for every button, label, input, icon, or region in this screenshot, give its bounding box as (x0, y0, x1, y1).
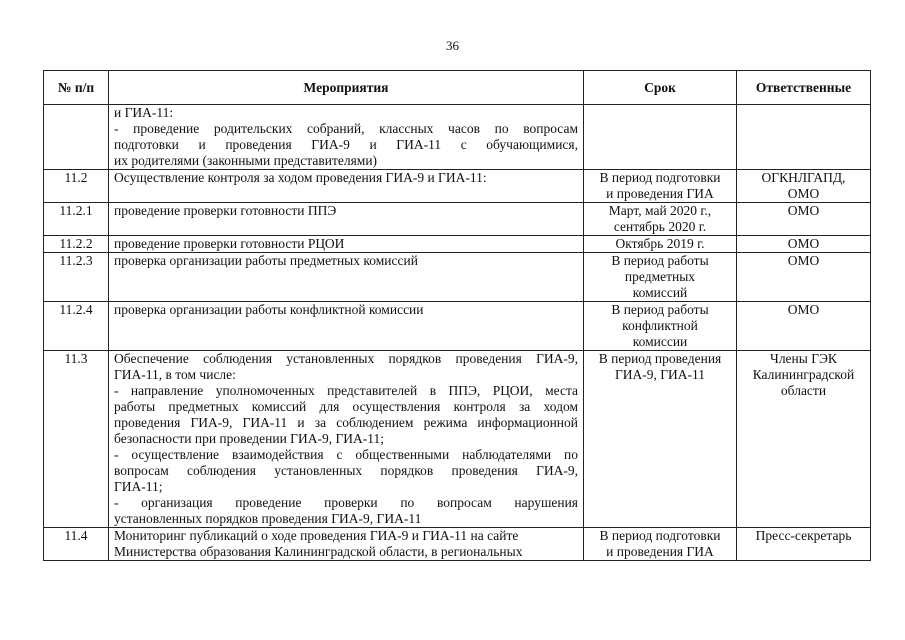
cell-line: ГИА-11; (114, 479, 163, 494)
term-cell (584, 253, 737, 302)
responsible-cell (737, 236, 871, 253)
cell-line: В период проведения (598, 351, 722, 366)
cell-line: Министерства образования Калининградской области, в региональных (114, 544, 523, 559)
header-term: Срок (584, 71, 737, 105)
header-num: № п/п (44, 71, 109, 105)
cell-line: сентябрь 2020 г. (613, 219, 707, 234)
row-number: 11.2.1 (44, 203, 109, 236)
cell-line: Осуществление контроля за ходом проведения ГИА-9 и ГИА-11: (114, 170, 487, 185)
cell-line: ГИА-11, в том числе: (114, 367, 236, 382)
row-number: 11.2.2 (44, 236, 109, 253)
event-cell (109, 105, 584, 170)
cell-line: ГИА-9, ГИА-11 (614, 367, 706, 382)
cell-line: В период работы (611, 302, 709, 317)
table-row (44, 351, 871, 528)
row-number: 11.2.3 (44, 253, 109, 302)
events-table (43, 70, 871, 561)
cell-line: ОМО (787, 186, 820, 201)
page-number: 36 (446, 38, 459, 53)
cell-line: конфликтной (622, 318, 698, 333)
row-number: 11.2.4 (44, 302, 109, 351)
row-number (44, 105, 109, 170)
cell-line: проверка организации работы конфликтной комиссии (114, 302, 424, 317)
responsible-cell (737, 351, 871, 528)
cell-line: проверка организации работы предметных комиссий (114, 253, 418, 268)
cell-line: работы предметных комиссий для осуществления контроля за ходом (114, 399, 578, 414)
cell-line: В период подготовки (599, 170, 721, 185)
cell-line: проведения ГИА-9, ГИА-11 и за соблюдением режима информационной (114, 415, 578, 430)
event-cell (109, 203, 584, 236)
term-cell (584, 302, 737, 351)
cell-line: ОГКНЛГАПД, (761, 170, 846, 185)
cell-line: В период подготовки (599, 528, 721, 543)
cell-line: Калининградской (752, 367, 855, 382)
cell-line: подготовки и проведения ГИА-9 и ГИА-11 с обучающимися, (114, 137, 578, 152)
term-cell (584, 236, 737, 253)
table-row (44, 236, 871, 253)
responsible-cell (737, 302, 871, 351)
cell-line: Обеспечение соблюдения установленных порядков проведения ГИА-9, (114, 351, 578, 366)
cell-line: их родителями (законными представителями) (114, 153, 378, 168)
term-cell (584, 351, 737, 528)
cell-line: Пресс-секретарь (755, 528, 852, 543)
cell-line: ОМО (787, 236, 820, 251)
responsible-cell (737, 105, 871, 170)
table-row (44, 170, 871, 203)
term-cell (584, 528, 737, 561)
cell-line: В период работы (611, 253, 709, 268)
event-cell (109, 302, 584, 351)
cell-line: ОМО (787, 302, 820, 317)
cell-line: - направление уполномоченных представителей в ППЭ, РЦОИ, места (114, 383, 578, 398)
cell-line: комиссий (632, 285, 688, 300)
responsible-cell (737, 528, 871, 561)
term-cell (584, 203, 737, 236)
header-responsible: Ответственные (737, 71, 871, 105)
cell-line: предметных (624, 269, 696, 284)
cell-line: ОМО (787, 203, 820, 218)
row-number: 11.3 (44, 351, 109, 528)
cell-line: Октябрь 2019 г. (615, 236, 705, 251)
header-event: Мероприятия (109, 71, 584, 105)
cell-line: установленных порядков проведения ГИА-9, ГИА-11 (114, 511, 422, 526)
cell-line: вопросам соблюдения установленных порядков проведения ГИА-9, (114, 463, 578, 478)
table-body (44, 105, 871, 561)
cell-line: комиссии (632, 334, 688, 349)
cell-line: безопасности при проведении ГИА-9, ГИА-11; (114, 431, 385, 446)
row-number: 11.2 (44, 170, 109, 203)
table-header-row (44, 71, 871, 105)
cell-line: и проведения ГИА (606, 544, 714, 559)
event-cell (109, 253, 584, 302)
row-number: 11.4 (44, 528, 109, 561)
event-cell (109, 170, 584, 203)
term-cell (584, 170, 737, 203)
cell-line: - осуществление взаимодействия с общественными наблюдателями по (114, 447, 578, 462)
cell-line: проведение проверки готовности РЦОИ (114, 236, 345, 251)
cell-line: Март, май 2020 г., (608, 203, 712, 218)
cell-line: проведение проверки готовности ППЭ (114, 203, 337, 218)
table-row (44, 253, 871, 302)
event-cell (109, 351, 584, 528)
cell-line: Члены ГЭК (770, 351, 837, 366)
cell-line: Мониторинг публикаций о ходе проведения ГИА-9 и ГИА-11 на сайте (114, 528, 519, 543)
cell-line: - организация проведение проверки по вопросам нарушения (114, 495, 578, 510)
event-cell (109, 236, 584, 253)
responsible-cell (737, 253, 871, 302)
term-cell (584, 105, 737, 170)
cell-line: и проведения ГИА (606, 186, 714, 201)
table-row (44, 302, 871, 351)
responsible-cell (737, 170, 871, 203)
table-row (44, 203, 871, 236)
responsible-cell (737, 203, 871, 236)
cell-line: - проведение родительских собраний, классных часов по вопросам (114, 121, 578, 136)
cell-line: области (780, 383, 827, 398)
table-row (44, 105, 871, 170)
event-cell (109, 528, 584, 561)
table-row (44, 528, 871, 561)
cell-line: и ГИА-11: (114, 105, 174, 120)
cell-line: ОМО (787, 253, 820, 268)
